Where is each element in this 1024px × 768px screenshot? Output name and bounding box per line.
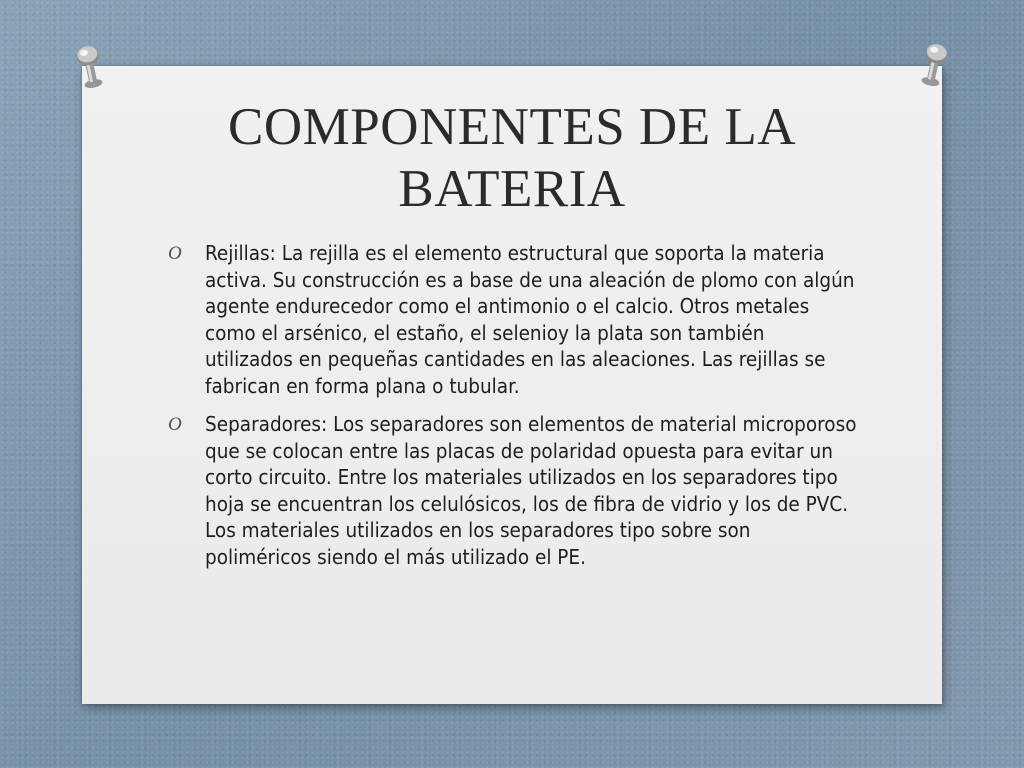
slide-title <box>110 96 914 220</box>
bullet-list <box>168 240 858 582</box>
bullet-item-rejillas <box>168 240 858 399</box>
bullet-marker: O <box>168 414 182 435</box>
bullet-item-separadores <box>168 411 858 570</box>
bullet-text: La rejilla es el elemento estructural que soporta la materia activa. Su construcción es a base de una aleación de plomo con algún agente endurecedor como el antimonio o el calcio. Otros metales como el arsénico, el estaño, el selenioy la plata son también utilizados en pequeñas cantidades en las aleaciones. Las rejillas se fabrican en forma plana o tubular. <box>205 241 855 398</box>
bullet-text: Los separadores son elementos de material microporoso que se colocan entre las placas de polaridad opuesta para evitar un corto circuito. Entre los materiales utilizados en los separadores tipo hoja se encuentran los celulósicos, los de fibra de vidrio y los de PVC. Los materiales utilizados en los separadores tipo sobre son poliméricos siendo el más utilizado el PE. <box>205 412 857 569</box>
title-line-1: COMPONENTES DE LA <box>228 98 796 156</box>
bullet-marker: O <box>168 243 182 264</box>
title-line-2: BATERIA <box>398 160 626 218</box>
bullet-term: Separadores: <box>205 412 328 436</box>
pushpin-icon <box>72 42 109 93</box>
pushpin-icon <box>916 40 953 91</box>
bullet-term: Rejillas: <box>205 241 276 265</box>
